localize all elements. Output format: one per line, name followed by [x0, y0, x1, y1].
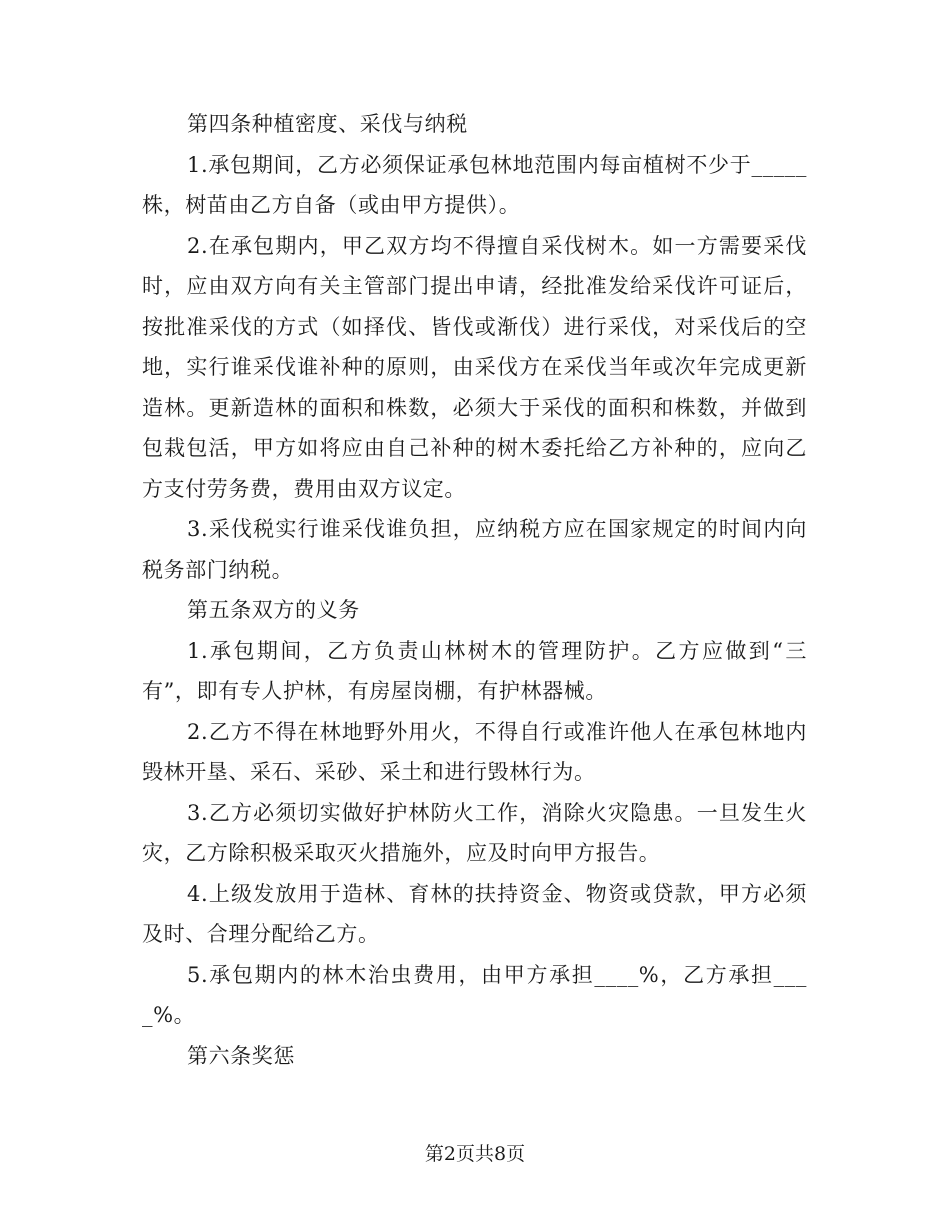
clause-paragraph: 4.上级发放用于造林、育林的扶持资金、物资或贷款，甲方必须及时、合理分配给乙方。 [142, 881, 807, 946]
clause-paragraph: 3.采伐税实行谁采伐谁负担，应纳税方应在国家规定的时间内向税务部门纳税。 [142, 517, 807, 582]
clause-paragraph: 1.承包期间，乙方负责山林树木的管理防护。乙方应做到“三有”，即有专人护林，有房屋岗棚，有护林器械。 [142, 638, 807, 703]
clause-paragraph: 3.乙方必须切实做好护林防火工作，消除火灾隐患。一旦发生火灾，乙方除积极采取灭火措施外，应及时向甲方报告。 [142, 800, 807, 865]
clause-paragraph: 5.承包期内的林木治虫费用，由甲方承担____%，乙方承担____%。 [142, 962, 807, 1027]
clause-paragraph: 1.承包期间，乙方必须保证承包林地范围内每亩植树不少于_____株，树苗由乙方自备（或由甲方提供）。 [142, 152, 807, 217]
page-number-footer: 第2页共8页 [424, 1143, 526, 1165]
article-heading: 第五条双方的义务 [187, 598, 360, 622]
article-heading: 第四条种植密度、采伐与纳税 [187, 112, 468, 136]
document-body [142, 104, 807, 1076]
clause-paragraph: 2.在承包期内，甲乙双方均不得擅自采伐树木。如一方需要采伐时，应由双方向有关主管部门提出申请，经批准发给采伐许可证后，按批准采伐的方式（如择伐、皆伐或渐伐）进行采伐，对采伐后的空地，实行谁采伐谁补种的原则，由采伐方在采伐当年或次年完成更新造林。更新造林的面积和株数，必须大于采伐的面积和株数，并做到包栽包活，甲方如将应由自己补种的树木委托给乙方补种的，应向乙方支付劳务费，费用由双方议定。 [142, 233, 807, 501]
article-heading: 第六条奖惩 [187, 1043, 295, 1068]
clause-paragraph: 2.乙方不得在林地野外用火，不得自行或准许他人在承包林地内毁林开垦、采石、采砂、采土和进行毁林行为。 [142, 719, 807, 784]
